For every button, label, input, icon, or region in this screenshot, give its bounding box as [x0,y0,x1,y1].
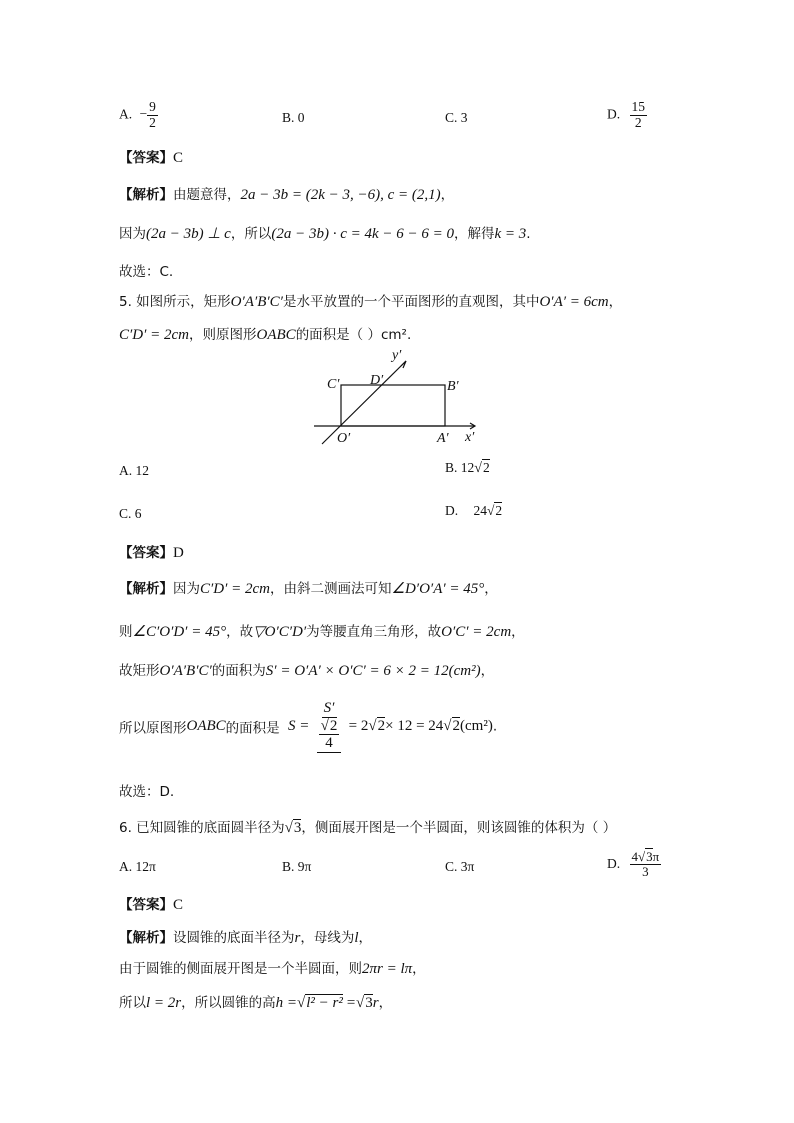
label-C: C′ [327,377,340,392]
q6-option-b: B. 9π [282,859,312,874]
label-B: B′ [447,379,459,394]
y-axis [322,361,406,444]
label-D: D′ [370,373,384,388]
q5-conclusion: 故选：D. [119,784,175,800]
q5-option-b: B. 12√2 [445,460,490,476]
q5-answer: 【答案】D [119,545,184,561]
q5-analysis-line2: 则∠C′O′D′ = 45°，故▽O′C′D′为等腰直角三角形，故O′C′ = 2cm， [119,624,525,640]
q4-option-b: B. 0 [282,110,305,125]
q6-stem: 6. 已知圆锥的底面圆半径为√3，侧面展开图是一个半圆面，则该圆锥的体积为（ ） [119,820,617,836]
q5-option-d: D. 24√2 [445,503,503,518]
q6-analysis-line2: 由于圆锥的侧面展开图是一个半圆面，则2πr = lπ， [119,961,426,977]
label-A: A′ [437,431,449,446]
q5-analysis-line1: 【解析】因为C′D′ = 2cm，由斜二测画法可知∠D′O′A′ = 45°， [119,581,498,597]
label-x: x′ [465,430,475,445]
q5-option-c: C. 6 [119,506,142,521]
q4-answer: 【答案】C [119,150,184,166]
q5-analysis-line3: 故矩形O′A′B′C′的面积为S′ = O′A′ × O′C′ = 6 × 2 = 12(cm²)， [119,663,495,679]
label-y: y′ [392,348,402,363]
rectangle-OABC [341,385,445,426]
q5-option-a: A. 12 [119,463,149,478]
q6-analysis-line3: 所以l = 2r，所以圆锥的高h =√l² − r² =√3r， [119,995,393,1011]
q6-option-d: D. $\frac{4√3\pi}{3}$ [607,849,660,880]
q4-conclusion: 故选：C. [119,264,174,280]
label-O: O′ [337,431,351,446]
q5-analysis-line4: 所以原图形OABC的面积是 S = $\frac{S'}{\frac{√2}{4}}$ = 2√2× 12 = 24√2(cm²). [119,700,498,751]
q4-option-c: C. 3 [445,110,468,125]
q6-answer: 【答案】C [119,897,184,913]
q4-option-d: D. $\frac{15}{2}$ [607,99,645,130]
oblique-rectangle-figure [300,345,500,450]
q6-analysis-line1: 【解析】设圆锥的底面半径为r，母线为l， [119,930,373,946]
y-axis-arrow [401,361,406,368]
q5-stem-line1: 5. 如图所示，矩形O′A′B′C′是水平放置的一个平面图形的直观图，其中O′A′ = 6cm， [119,294,623,310]
q4-analysis-line2: 因为(2a − 3b) ⊥ c，所以(2a − 3b) · c = 4k − 6 − 6 = 0，解得k = 3. [119,226,531,242]
q6-option-a: A. 12π [119,859,156,874]
q5-stem-line2: C′D′ = 2cm，则原图形OABC的面积是（ ）cm². [119,327,412,343]
q4-option-a: A. − $\frac{9}{2}$ [119,99,156,130]
q4-analysis-line1: 【解析】由题意得，2a − 3b = (2k − 3, −6), c = (2,1)， [119,187,455,203]
q6-option-c: C. 3π [445,859,475,874]
